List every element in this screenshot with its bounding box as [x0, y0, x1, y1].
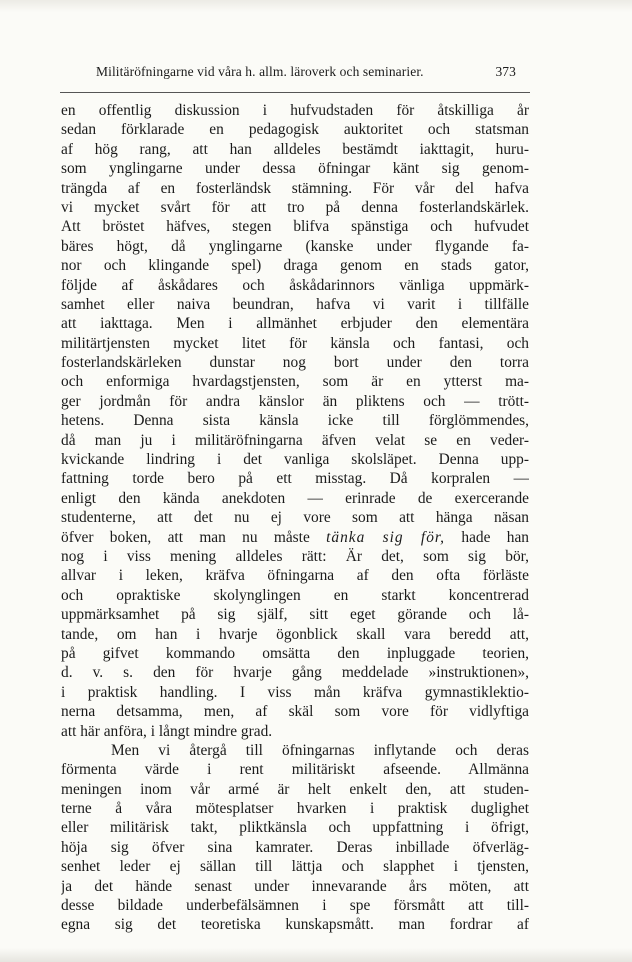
text-line: allvar i leken, kräfva öfningarna af den ofta förläste [61, 567, 529, 585]
text-line: nor och klingande spel) draga genom en stads gator, [61, 257, 529, 275]
text-line: meningen inom vår armé är helt enkelt den, att studen- [61, 780, 529, 798]
text-line: d. v. s. den för hvarje gång meddelade »instruktionen», [61, 664, 529, 682]
text-line: trängda af en fosterländsk stämning. För vår del hafva [61, 179, 529, 197]
text-line: sedan förklarade en pedagogisk auktoritet och statsman [61, 121, 529, 139]
text-line: uppmärksamhet på sig själf, sitt eget görande och lå- [61, 606, 529, 624]
line-text: hade han [445, 528, 529, 546]
page-number: 373 [495, 64, 516, 79]
running-head [96, 64, 516, 80]
paragraph-start-line: Men vi återgå till öfningarnas inflytande och deras [111, 741, 529, 759]
text-line: som ynglingarne under dessa öfningar känt sig genom- [61, 160, 529, 178]
body-text [61, 101, 529, 935]
text-line: och opraktiske skolynglingen en starkt koncentrerad [61, 586, 529, 604]
text-line: nerna detsamma, men, af skäl som vore för vidlyftiga [61, 703, 529, 721]
running-title: Militäröfningarne vid våra h. allm. läroverk och seminarier. [96, 64, 424, 79]
text-line: i praktisk handling. I viss mån kräfva gymnastiklektio- [61, 683, 529, 701]
text-line: vi mycket svårt för att tro på denna fosterlandskärlek. [61, 198, 529, 216]
text-line: bäres högt, då ynglingarne (kanske under flygande fa- [61, 237, 529, 255]
text-line: att iakttaga. Men i allmänhet erbjuder den elementära [61, 315, 529, 333]
text-line: fosterlandskärleken dunstar nog bort under den torra [61, 354, 529, 372]
text-line: ja det hände senast under innevarande års möten, att [61, 877, 529, 895]
text-line: och enformiga hvardagstjensten, som är en ytterst ma- [61, 373, 529, 391]
text-line: då man ju i militäröfningarna äfven velat se en veder- [61, 431, 529, 449]
text-line: af hög rang, att han alldeles bestämdt iakttagit, huru- [61, 140, 529, 158]
text-line: samhet eller naiva beundran, hafva vi varit i tillfälle [61, 295, 529, 313]
text-line: studenterne, att det nu ej vore som att hänga näsan [61, 509, 529, 527]
text-line: nog i viss mening alldeles rätt: Är det, som sig bör, [61, 547, 529, 565]
text-line: senhet leder ej sällan till lättja och slapphet i tjensten, [61, 858, 529, 876]
text-line: ger jordmån för andra känslor än pliktens och — trött- [61, 392, 529, 410]
text-line: enligt den kända anekdoten — erinrade de exercerande [61, 489, 529, 507]
text-line: följde af åskådares och åskådarinnors vänliga uppmärk- [61, 276, 529, 294]
text-line: på gifvet kommando omsätta den inpluggade teorien, [61, 644, 529, 662]
text-line: hetens. Denna sista känsla icke till förglömmendes, [61, 412, 529, 430]
text-line: desse bildade underbefälsämnen i spe försmått att till- [61, 897, 529, 915]
text-line: fattning torde bero på ett misstag. Då korpralen — [61, 470, 529, 488]
text-line: Att bröstet häfves, stegen blifva spänstiga och hufvudet [61, 218, 529, 236]
header-rule [60, 92, 530, 93]
text-line: tande, om han i hvarje ögonblick skall vara beredd att, [61, 625, 529, 643]
text-line: förmenta värde i rent militäriskt afseende. Allmänna [61, 761, 529, 779]
text-line: terne å våra mötesplatser hvarken i praktisk duglighet [61, 800, 529, 818]
text-line: höja sig öfver sina kamrater. Deras inbillade öfverläg- [61, 838, 529, 856]
scan-edge-bottom [0, 948, 632, 962]
text-line [61, 528, 529, 547]
text-line: egna sig det teoretiska kunskapsmått. man fordrar af [61, 916, 529, 934]
emphasized-phrase: tänka sig för, [326, 528, 446, 546]
paragraph-end-line: att här anföra, i långt mindre grad. [61, 722, 273, 740]
line-text: öfver boken, att man nu måste [61, 528, 327, 546]
text-line: en offentlig diskussion i hufvudstaden för åtskilliga år [61, 102, 529, 119]
scan-edge-top [0, 0, 632, 12]
text-line: eller militärisk takt, pliktkänsla och uppfattning i öfrigt, [61, 819, 529, 837]
text-line: militärtjensten mycket litet för känsla och fantasi, och [61, 334, 529, 352]
text-line: kvickande lindring i det vanliga skolsläpet. Denna upp- [61, 451, 529, 469]
